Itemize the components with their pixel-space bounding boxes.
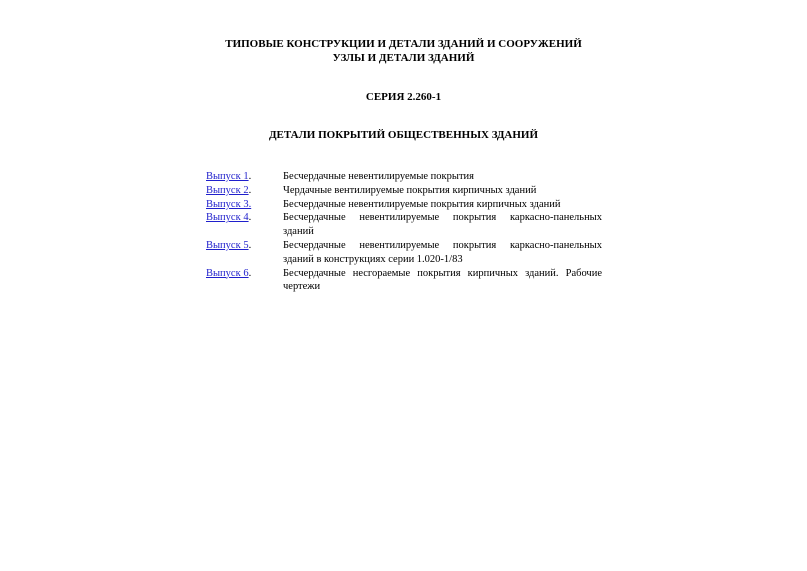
issue-link-suffix: . <box>248 184 252 196</box>
issue-description-2: Чердачные вентилируемые покрытия кирпичных зданий <box>283 184 537 196</box>
issue-description-6: Бесчердачные несгораемые покрытия кирпичных зданий. Рабочие чертежи <box>283 267 602 293</box>
issue-link-5[interactable]: Выпуск 5 <box>206 239 249 251</box>
document-title-line-1: ТИПОВЫЕ КОНСТРУКЦИИ И ДЕТАЛИ ЗДАНИЙ И СООРУЖЕНИЙ <box>225 38 582 50</box>
issue-list <box>206 170 602 294</box>
document-subject: ДЕТАЛИ ПОКРЫТИЙ ОБЩЕСТВЕННЫХ ЗДАНИЙ <box>268 129 539 141</box>
issue-item-6 <box>206 267 602 295</box>
issue-link-4[interactable]: Выпуск 4 <box>206 212 249 224</box>
issue-description-3: Бесчердачные невентилируемые покрытия кирпичных зданий <box>283 198 561 210</box>
issue-link-suffix: . <box>248 267 252 279</box>
series-number: СЕРИЯ 2.260-1 <box>365 91 442 103</box>
issue-link-cell <box>206 239 283 253</box>
document-title-line-2: УЗЛЫ И ДЕТАЛИ ЗДАНИЙ <box>332 52 475 64</box>
issue-item-4 <box>206 211 602 239</box>
issue-link-suffix: . <box>248 239 252 251</box>
issue-link-cell <box>206 211 283 225</box>
issue-item-1 <box>206 170 602 184</box>
issue-description-4: Бесчердачные невентилируемые покрытия каркасно-панельных зданий <box>283 212 602 238</box>
issue-link-cell <box>206 267 283 281</box>
issue-link-1[interactable]: Выпуск 1 <box>206 171 249 182</box>
issue-link-cell <box>206 170 283 184</box>
issue-link-3[interactable]: Выпуск 3. <box>206 198 252 210</box>
issue-item-5 <box>206 239 602 267</box>
issue-item-3 <box>206 198 602 212</box>
issue-link-suffix: . <box>248 212 252 224</box>
issue-link-cell <box>206 198 283 212</box>
issue-link-suffix: . <box>248 171 252 182</box>
issue-description-1: Бесчердачные невентилируемые покрытия <box>283 171 474 182</box>
issue-description-5: Бесчердачные невентилируемые покрытия каркасно-панельных зданий в конструкциях серии 1.020-1/83 <box>283 239 602 265</box>
issue-link-cell <box>206 184 283 198</box>
issue-item-2 <box>206 184 602 198</box>
issue-link-2[interactable]: Выпуск 2 <box>206 184 249 196</box>
issue-link-6[interactable]: Выпуск 6 <box>206 267 249 279</box>
